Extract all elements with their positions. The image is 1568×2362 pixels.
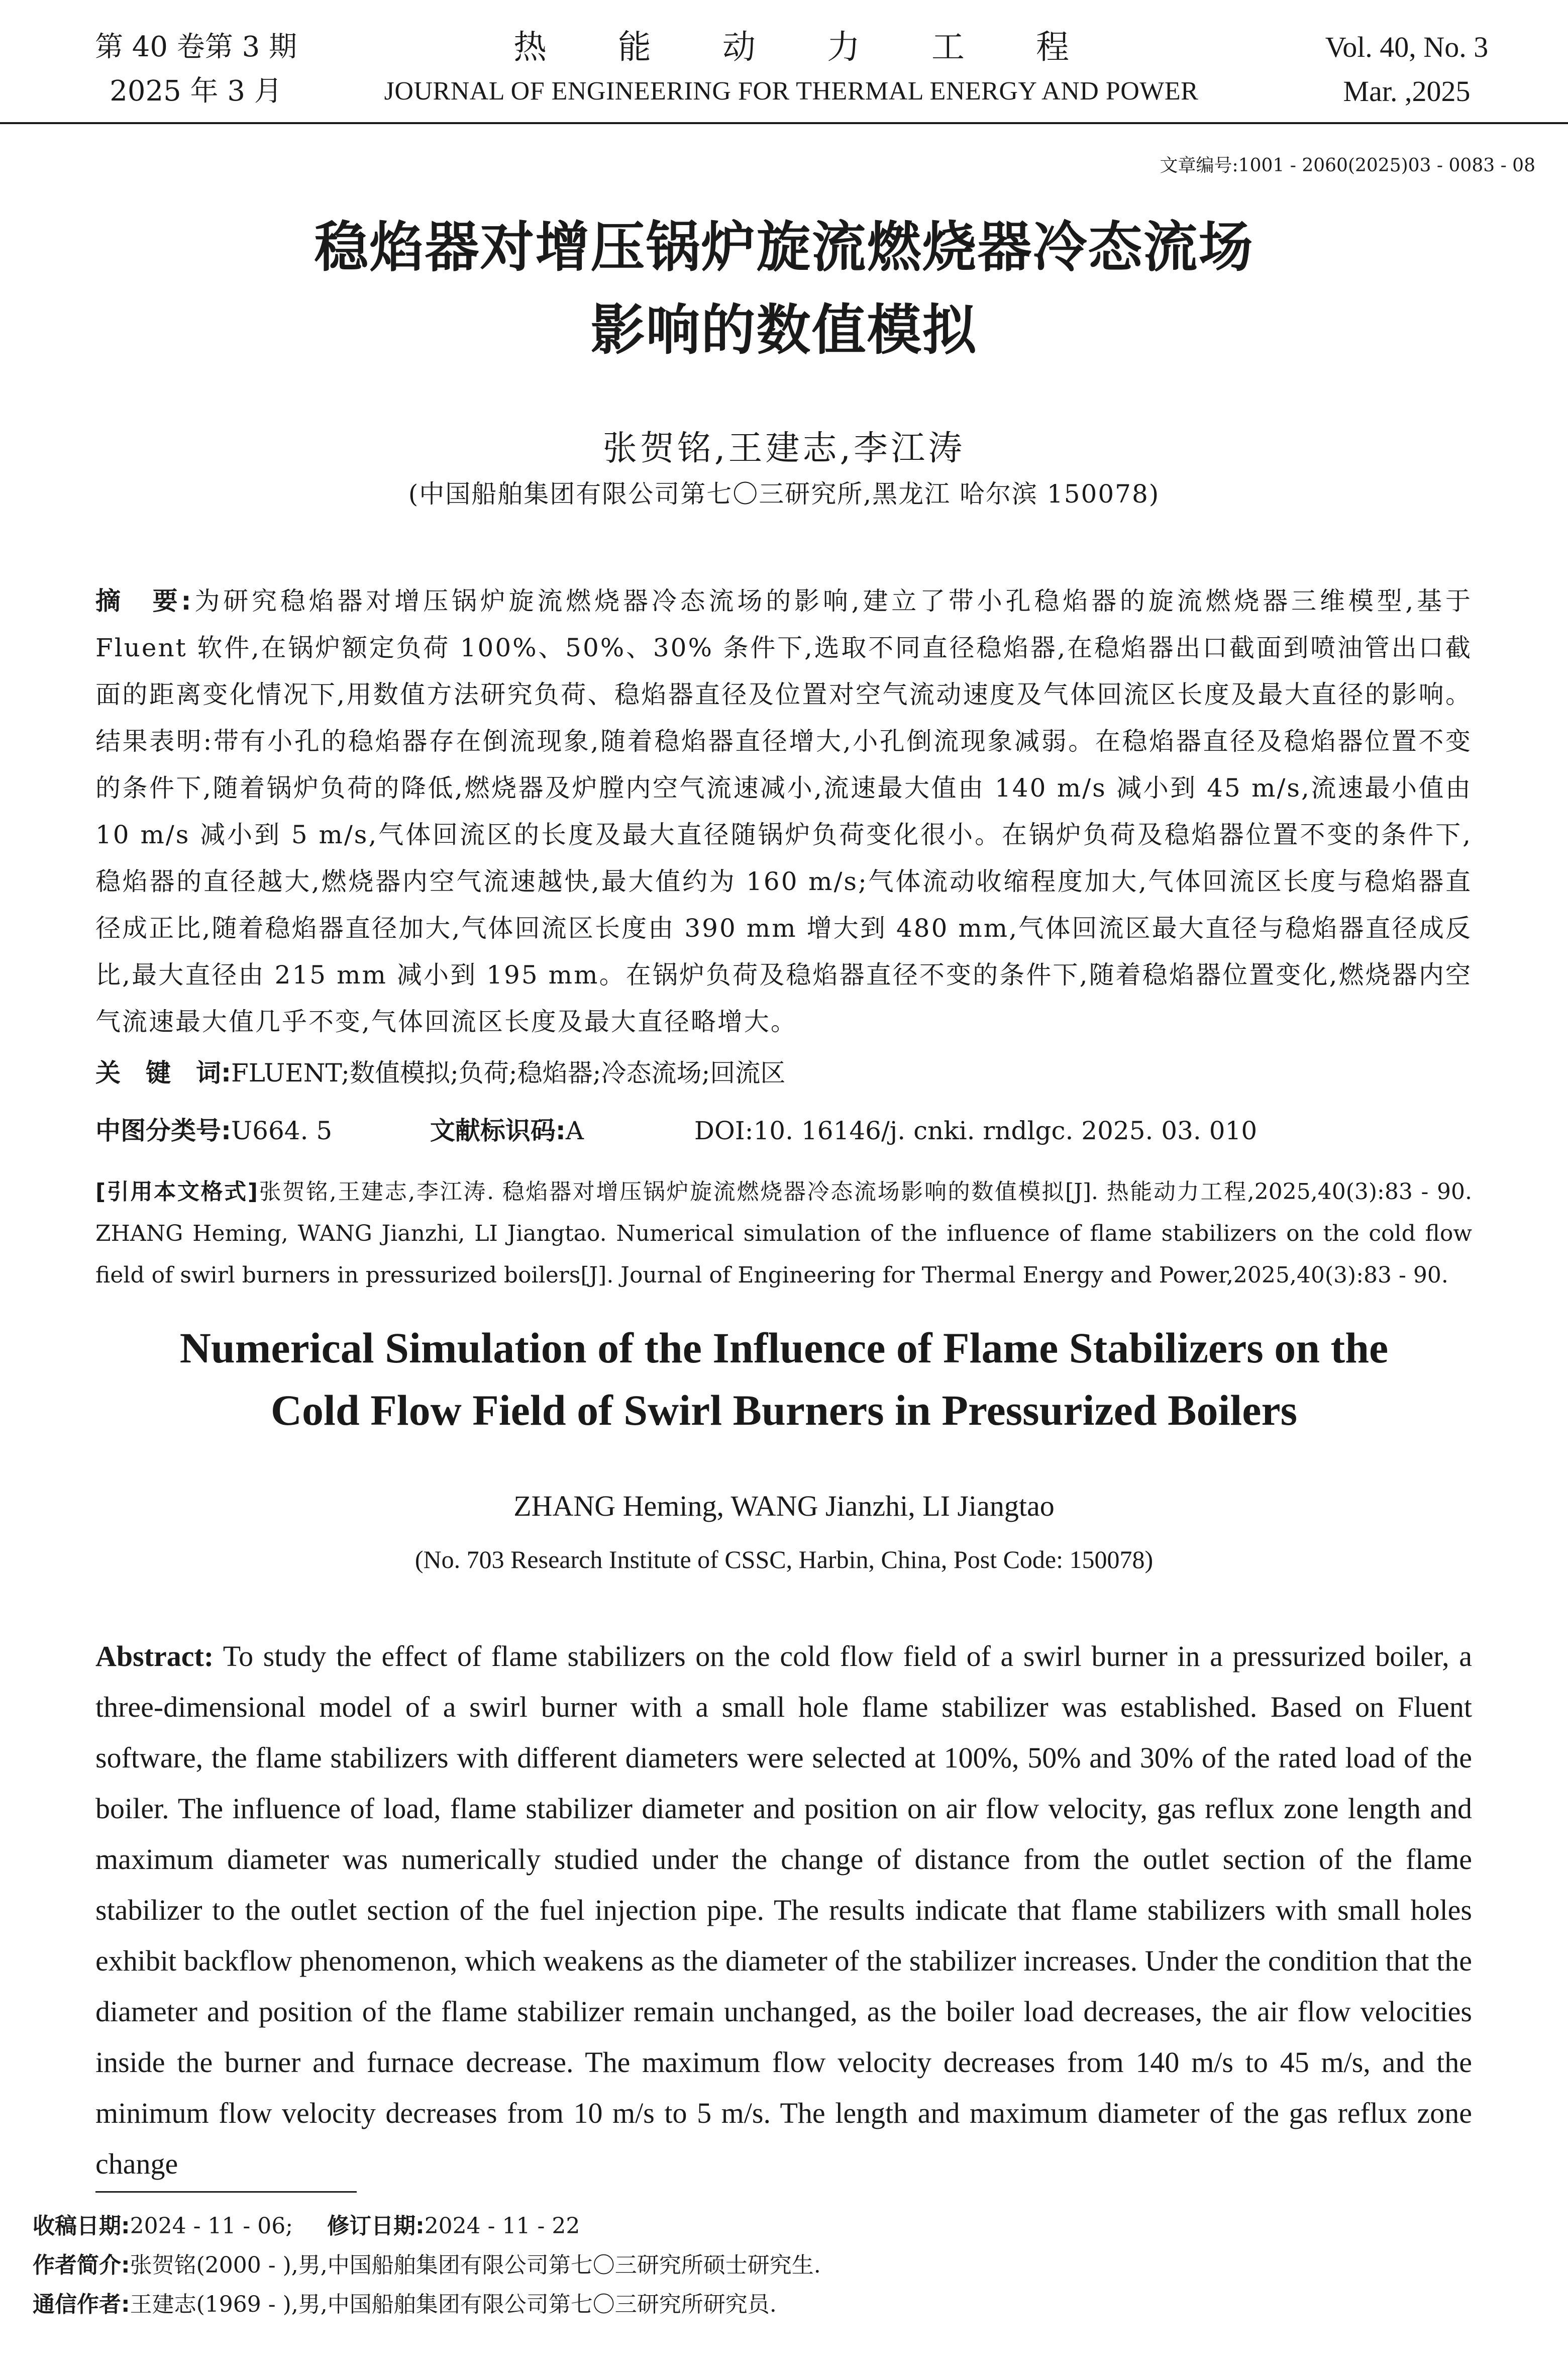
date-cn: 2025 年 3 月 (110, 75, 282, 108)
header-rule (0, 122, 1568, 124)
paper-title-en-line1: Numerical Simulation of the Influence of Flame Stabilizers on the (179, 1324, 1389, 1372)
citation-label: [引用本文格式] (95, 1179, 258, 1205)
clc-value: U664. 5 (231, 1116, 333, 1145)
date-en: Mar. ,2025 (1343, 75, 1471, 108)
citation-text: 张贺铭,王建志,李江涛. 稳焰器对增压锅炉旋流燃烧器冷态流场影响的数值模拟[J]. 热能动力工程,2025,40(3):83 - 90. ZHANG Heming, WANG Jianzhi, LI Jiangtao. Numerical simulation of the influence of flame stabilizers on the cold flow field of swirl burners in pressurized boilers[J]. Journal of Engineering for Thermal Energy and Power,2025,40(3):83 - 90. (95, 1179, 1473, 1288)
journal-title-en: JOURNAL OF ENGINEERING FOR THERMAL ENERGY AND POWER (384, 77, 1199, 106)
journal-title-cn: 热能动力工程 (513, 28, 1140, 66)
footnote-rule (95, 2191, 357, 2193)
keywords-cn-label: 关 键 词: (95, 1058, 231, 1088)
revised-label: 修订日期: (327, 2213, 425, 2239)
abstract-en-text: To study the effect of flame stabilizers on the cold flow field of a swirl burner in a pressurized boiler, a three-dimensional model of a swirl burner with a small hole flame stabilizer was established. Based on Fluent software, the flame stabilizers with different diameters were selected at 100%, 50% and 30% of the rated load of the boiler. The influence of load, flame stabilizer diameter and position on air flow velocity, gas reflux zone length and maximum diameter was numerically studied under the change of distance from the outlet section of the flame stabilizer to the outlet section of the fuel injection pipe. The results indicate that flame stabilizers with small holes exhibit backflow phenomenon, which weakens as the diameter of the stabilizer increases. Under the condition that the diameter and position of the flame stabilizer remain unchanged, as the boiler load decreases, the air flow velocities inside the burner and furnace decrease. The maximum flow velocity decreases from 140 m/s to 45 m/s, and the minimum flow velocity decreases from 10 m/s to 5 m/s. The length and maximum diameter of the gas reflux zone change (95, 1640, 1473, 2180)
author-bio-text: 张贺铭(2000 - ),男,中国船舶集团有限公司第七〇三研究所硕士研究生. (130, 2252, 821, 2278)
abstract-en-label: Abstract: (95, 1640, 214, 1672)
received-date: 2024 - 11 - 06; (130, 2213, 293, 2239)
header-center (352, 25, 1231, 114)
keywords-cn (95, 1053, 1472, 1093)
revised-date: 2024 - 11 - 22 (424, 2213, 580, 2239)
authors-en: ZHANG Heming, WANG Jianzhi, LI Jiangtao (513, 1490, 1055, 1522)
footnote-author-bio (33, 2250, 1540, 2281)
paper-title-cn-line2: 影响的数值模拟 (590, 299, 978, 362)
affiliation-en: (No. 703 Research Institute of CSSC, Harbin, China, Post Code: 150078) (414, 1545, 1154, 1573)
paper-title-en (0, 1317, 1568, 1441)
received-label: 收稿日期: (33, 2213, 130, 2239)
clc-code (95, 1111, 422, 1151)
paper-title-cn-line1: 稳焰器对增压锅炉旋流燃烧器冷态流场 (314, 216, 1254, 279)
footnote-corresponding (33, 2290, 1540, 2320)
paper-title-en-line2: Cold Flow Field of Swirl Burners in Pressurized Boilers (270, 1386, 1298, 1434)
document-code-label: 文献标识码: (430, 1116, 566, 1145)
corresponding-label: 通信作者: (33, 2292, 130, 2317)
doi: DOI:10. 16146/j. cnki. rndlgc. 2025. 03. 010 (694, 1116, 1258, 1145)
document-code-value: A (565, 1116, 584, 1145)
keywords-cn-text: FLUENT;数值模拟;负荷;稳焰器;冷态流场;回流区 (231, 1058, 786, 1088)
paper-title-cn (0, 206, 1568, 372)
citation-format (95, 1171, 1472, 1296)
article-number: 文章编号:1001 - 2060(2025)03 - 0083 - 08 (1160, 155, 1535, 176)
affiliation-cn: (中国船舶集团有限公司第七〇三研究所,黑龙江 哈尔滨 150078) (408, 479, 1160, 509)
corresponding-text: 王建志(1969 - ),男,中国船舶集团有限公司第七〇三研究所研究员. (130, 2292, 777, 2317)
clc-label: 中图分类号: (95, 1116, 231, 1145)
abstract-cn (95, 578, 1472, 1045)
authors-cn: 张贺铭,王建志,李江涛 (602, 429, 966, 468)
abstract-cn-text: 为研究稳焰器对增压锅炉旋流燃烧器冷态流场的影响,建立了带小孔稳焰器的旋流燃烧器三维模型,基于 Fluent 软件,在锅炉额定负荷 100%、50%、30% 条件下,选取不同直径稳焰器,在稳焰器出口截面到喷油管出口截面的距离变化情况下,用数值方法研究负荷、稳焰器直径及位置对空气流动速度及气体回流区长度及最大直径的影响。结果表明:带有小孔的稳焰器存在倒流现象,随着稳焰器直径增大,小孔倒流现象减弱。在稳焰器直径及稳焰器位置不变的条件下,随着锅炉负荷的降低,燃烧器及炉膛内空气流速减小,流速最大值由 140 m/s 减小到 45 m/s,流速最小值由 10 m/s 减小到 5 m/s,气体回流区的长度及最大直径随锅炉负荷变化很小。在锅炉负荷及稳焰器位置不变的条件下,稳焰器的直径越大,燃烧器内空气流速越快,最大值约为 160 m/s;气体流动收缩程度加大,气体回流区长度与稳焰器直径成正比,随着稳焰器直径加大,气体回流区长度由 390 mm 增大到 480 mm,气体回流区最大直径与稳焰器直径成反比,最大直径由 215 mm 减小到 195 mm。在锅炉负荷及稳焰器直径不变的条件下,随着稳焰器位置变化,燃烧器内空气流速最大值几乎不变,气体回流区长度及最大直径略增大。 (95, 586, 1472, 1036)
abstract-en (95, 1631, 1472, 2189)
abstract-cn-label: 摘 要: (95, 586, 193, 616)
classification-line (95, 1111, 1472, 1151)
volume-issue-cn: 第 40 卷第 3 期 (94, 31, 297, 63)
header-right (1286, 25, 1527, 114)
author-bio-label: 作者简介: (33, 2252, 130, 2278)
document-code (430, 1111, 686, 1151)
footnote-dates (33, 2211, 1540, 2241)
header-left (65, 25, 327, 114)
volume-issue-en: Vol. 40, No. 3 (1325, 31, 1489, 63)
